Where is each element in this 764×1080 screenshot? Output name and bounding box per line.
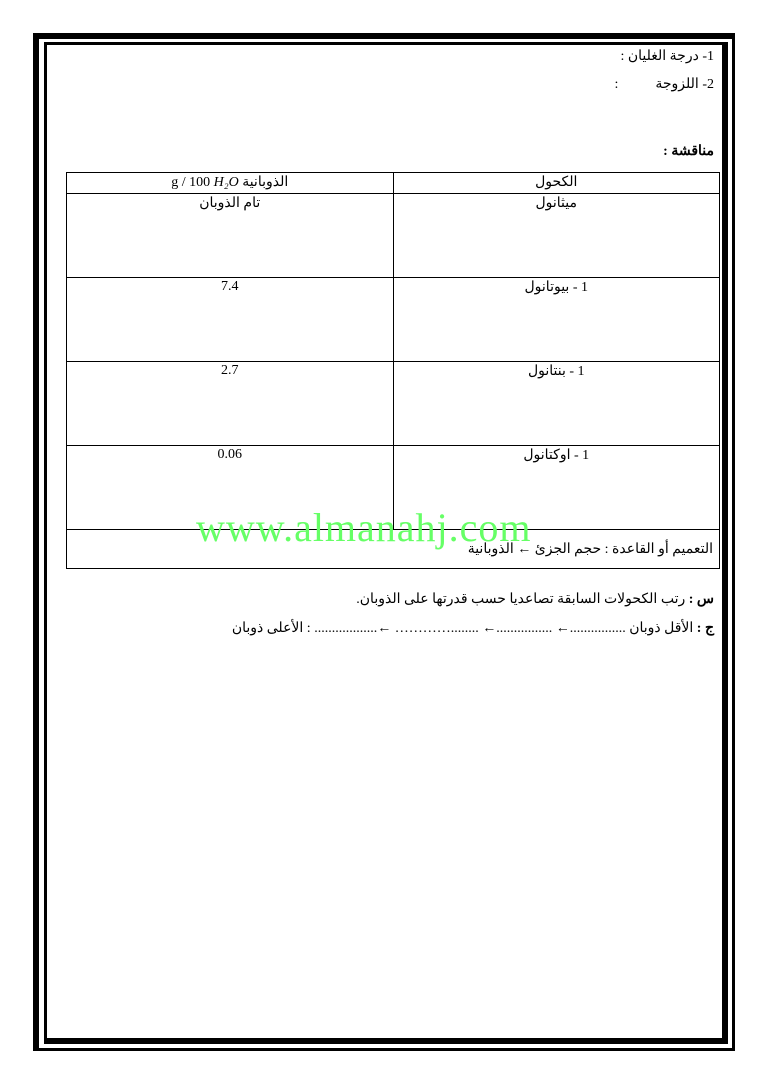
header-alcohol: الكحول [393,173,720,194]
alcohol-cell: 1 - اوكتانول [393,446,720,530]
header-unit-formula: H₂O [213,175,239,190]
conclusion-cell: التعميم أو القاعدة : حجم الجزئ ← الذوبانية [67,530,720,569]
alcohol-cell: 1 - بنتانول [393,362,720,446]
answer-line [232,620,714,637]
alcohol-cell: 1 - بيوتانول [393,278,720,362]
question-marker: س : [688,592,714,607]
discussion-title: مناقشة : [663,144,714,159]
table-row [67,278,720,362]
header-solubility-label: الذوبانية [242,175,289,190]
alcohol-cell: ميثانول [393,194,720,278]
answer-marker: ج : [696,621,714,636]
boiling-point-line: 1- درجة الغليان : [620,49,714,64]
table-header-row [67,173,720,194]
solubility-cell: 7.4 [67,278,394,362]
header-solubility [67,173,394,194]
viscosity-colon: : [614,77,619,92]
viscosity-line [615,76,715,93]
solubility-cell: تام الذوبان [67,194,394,278]
viscosity-label: 2- اللزوجة [655,77,714,92]
table-row [67,362,720,446]
question-line [356,591,714,608]
table-row [67,194,720,278]
answer-text: الأقل ذوبان ................← ................← ........………… ←.................. : الأعلى ذوبان [231,621,694,636]
watermark: www.almanahj.com [196,505,532,550]
solubility-cell: 2.7 [67,362,394,446]
question-text: رتب الكحولات السابقة تصاعديا حسب قدرتها على الذوبان. [356,592,686,607]
header-unit-prefix: g / 100 [171,175,211,190]
solubility-cell: 0.06 [67,446,394,530]
